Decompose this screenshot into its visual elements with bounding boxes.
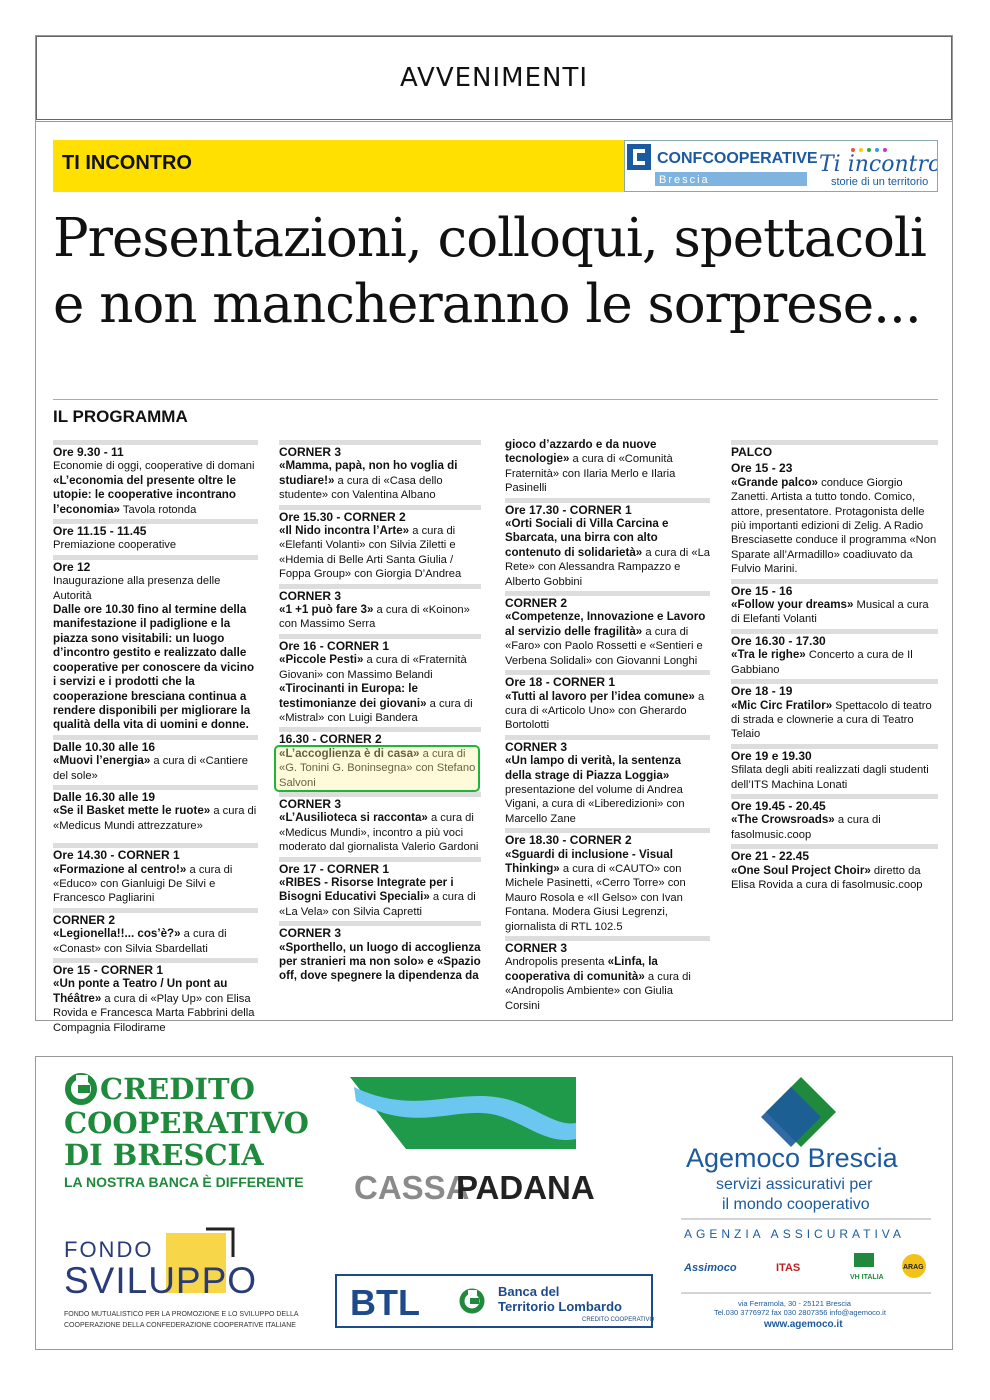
program-description: a cura di «Play Up» con Elisa Rovida e Francesca Marta Fabbrini della Compagnia Filodirame [53, 992, 255, 1034]
program-description: Sfilata degli abiti realizzati dagli studenti dell’ITS Machina Lonati [731, 764, 929, 791]
program-entry [731, 476, 938, 577]
program-description: a cura di «Comunità Fraternità» con Ilaria Merlo e Ilaria Pasinelli [505, 453, 676, 495]
program-event-title: «Formazione al centro!» [53, 862, 187, 876]
program-event-title: «Mic Circ Fratilor» [731, 698, 833, 712]
confcooperative-logo-graphic [625, 141, 937, 191]
program-event-title: «Legionella!!... cos’è?» [53, 927, 181, 941]
program-description: Inaugurazione alla presenza delle Autorità [53, 575, 221, 602]
program-time: CORNER 3 [505, 936, 710, 955]
program-entry [731, 813, 938, 842]
section-header [36, 36, 952, 122]
program-column-1 [53, 438, 258, 1035]
program-entry [279, 811, 481, 854]
program-entry [279, 634, 481, 653]
partner-arag: ARAG [903, 1264, 924, 1271]
fondo-sub-2: COOPERAZIONE DELLA CONFEDERAZIONE COOPERATIVE ITALIANE [64, 1322, 296, 1329]
program-time: CORNER 2 [53, 908, 258, 927]
spacer [53, 833, 258, 841]
program-event-title: gioco d’azzardo e da nuove tecnologie» [505, 438, 657, 466]
program-event-title: «Un ponte a Teatro / Un pont au Théâtre» [53, 977, 228, 1005]
program-entry [53, 474, 258, 517]
program-event-title: «Se il Basket mette le ruote» [53, 804, 211, 818]
program-entry [279, 921, 481, 940]
program-event-title: «Grande palco» [731, 475, 818, 489]
program-event-title: Dalle ore 10.30 fino al termine della manifestazione il padiglione e la piazza sono visitabili: un luogo d’incontro gestito e realizzato dalle cooperative per conoscere da vicino i servizi e i prodotti che la cooperazione bresciana continua a rendere disponibili per migliorare la qualità della vita di uomini e donne. [53, 603, 255, 732]
program-description: Tavola rotonda [120, 503, 197, 516]
kicker-text: TI INCONTRO [62, 152, 192, 174]
program-time: Ore 14.30 - CORNER 1 [53, 843, 258, 862]
program-description: a cura di fasolmusic.coop [731, 814, 881, 841]
program-event-title: «Follow your dreams» [731, 598, 854, 612]
program-event-title: «Muovi l’energia» [53, 754, 151, 768]
program-time: PALCO [731, 440, 938, 459]
program-entry [731, 844, 938, 863]
cassa-padana-logo [350, 1077, 595, 1206]
bcc-logo [64, 1072, 309, 1190]
program-entry [505, 438, 710, 496]
program-entry [53, 440, 258, 474]
program-entry [53, 927, 258, 956]
program-entry [53, 843, 258, 862]
program-description: a cura di «Medicus Mundi attrezzature» [53, 805, 257, 832]
program-entry [53, 754, 258, 783]
program-time: Ore 9.30 - 11 [53, 440, 258, 459]
program-event-title: «Un lampo di verità, la sentenza della strage di Piazza Loggia» [505, 754, 681, 782]
cassa-name-a: CASSA [354, 1169, 470, 1206]
program-entry [505, 828, 710, 847]
program-column-2 [279, 438, 481, 984]
agemoco-name: Agemoco Brescia [686, 1143, 898, 1173]
program-description: presentazione del volume di Andrea Vigani, a cura di «Liberedizioni» con Marcello Zane [505, 783, 685, 825]
program-title: IL PROGRAMMA [53, 407, 188, 426]
program-time: Ore 18.30 - CORNER 2 [505, 828, 710, 847]
program-time: Ore 18 - CORNER 1 [505, 670, 710, 689]
program-time: Ore 18 - 19 [731, 679, 938, 698]
sponsor-frame [35, 1056, 953, 1350]
program-event-title: «Tutti al lavoro per l’idea comune» [505, 689, 695, 703]
program-event-title: «Linfa, la cooperativa di comunità» [505, 955, 658, 983]
btl-name: BTL [350, 1282, 420, 1323]
program-event-title: «L’economia del presente oltre le utopie: le cooperative incontrano l’economia» [53, 473, 236, 516]
program-description: Economie di oggi, cooperative di domani [53, 460, 255, 473]
program-entry [731, 598, 938, 627]
program-description: a cura di «Medicus Mundi», incontro a più voci moderato dal giornalista Valerio Gardoni [279, 812, 479, 854]
agemoco-phone: Tel.030 3776972 fax 030 2807356 info@agemoco.it [714, 1308, 886, 1317]
program-entry [279, 792, 481, 811]
program-entry [731, 794, 938, 813]
program-event-title: «Tra le righe» [731, 648, 806, 662]
program-entry [731, 864, 938, 893]
program-entry [731, 679, 938, 698]
program-event-title: «L’accoglienza è di casa» [279, 746, 420, 760]
confcooperative-logo [624, 140, 938, 192]
program-description: a cura di «Cantiere del sole» [53, 755, 248, 782]
program-time: CORNER 3 [279, 792, 481, 811]
btl-sub: CREDITO COOPERATIVO [582, 1317, 655, 1323]
program-entry [731, 440, 938, 459]
program-column-4 [731, 438, 938, 892]
program-event-title: «The Crowsroads» [731, 813, 835, 827]
program-time: CORNER 3 [505, 735, 710, 754]
btl-full-2: Territorio Lombardo [498, 1299, 622, 1314]
section-title: AVVENIMENTI [399, 63, 589, 93]
program-time: Dalle 10.30 alle 16 [53, 735, 258, 754]
program-description: Spettacolo di teatro di strada e clownerie a cura di Teatro Telaio [731, 699, 932, 741]
program-event-title: «One Soul Project Choir» [731, 863, 871, 877]
program-entry [53, 958, 258, 977]
program-event-title: «Orti Sociali di Villa Carcina e Sbarcata, una birra con alto contenuto di solidarietà» [505, 517, 669, 559]
fondo-line-2: SVILUPPO [64, 1260, 258, 1301]
agemoco-website: www.agemoco.it [764, 1319, 843, 1330]
program-description: a cura di «Articolo Uno» con Gherardo Bortolotti [505, 690, 705, 732]
agemoco-sub-1: servizi assicurativi per [716, 1176, 873, 1193]
program-description: a cura di «Mistral» con Luigi Bandera [279, 697, 473, 724]
fondo-line-1: FONDO [64, 1237, 154, 1262]
program-entry [279, 941, 481, 984]
program-entry [505, 690, 710, 733]
program-description: a cura di «G. Tonini G. Boninsegna» con Stefano Salvoni [279, 747, 476, 789]
program-time: Ore 15 - CORNER 1 [53, 958, 258, 977]
agemoco-address: via Ferramola, 30 - 25121 Brescia [738, 1299, 851, 1308]
fondo-sviluppo-logo [64, 1229, 299, 1329]
program-event-title: «Competenze, Innovazione e Lavoro al servizio delle fragilità» [505, 610, 706, 638]
program-entry [505, 670, 710, 689]
program-entry [53, 735, 258, 754]
program-event-title: «1 +1 può fare 3» [279, 603, 374, 617]
program-entry [279, 505, 481, 524]
program-description: a cura di «Fraternità Giovani» con Massimo Belandi [279, 654, 467, 681]
program-entry [731, 629, 938, 648]
program-entry [53, 603, 258, 733]
program-time: Ore 19.45 - 20.45 [731, 794, 938, 813]
agemoco-agency: AGENZIA ASSICURATIVA [684, 1227, 905, 1241]
cassa-name-b: PADANA [456, 1169, 595, 1206]
program-entry [279, 440, 481, 459]
program-event-title: «Mamma, papà, non ho voglia di studiare!» [279, 459, 458, 487]
logo-series-sub: storie di un territorio [831, 176, 929, 188]
program-entry [279, 584, 481, 603]
program-event-title: «Sporthello, un luogo di accoglienza per stranieri ma non solo» e «Spazio off, dove spegnere la dipendenza da [279, 940, 481, 983]
program-time: Ore 16 - CORNER 1 [279, 634, 481, 653]
program-time: Ore 15 - 23 [731, 461, 793, 476]
program-entry [279, 857, 481, 876]
program-description: a cura di «CAUTO» con Michele Pasinetti, «Cerro Torre» con Mauro Rosola e «Il Gelso» con Ivan Fontana. Modera Giusi Legrenzi, giornalista di RTL 102.5 [505, 862, 686, 933]
btl-logo [336, 1275, 654, 1327]
program-entry [279, 727, 481, 746]
program-description: a cura di «Koinon» con Massimo Serra [279, 604, 470, 631]
highlight-box [274, 745, 480, 792]
program-description: a cura di «La Rete» con Alessandra Rampazzo e Alberto Gobbini [505, 546, 711, 588]
program-entry [731, 579, 938, 598]
program-entry [53, 977, 258, 1035]
bcc-line-2: COOPERATIVO [64, 1106, 309, 1140]
program-time: Ore 19 e 19.30 [731, 744, 938, 763]
program-time: Ore 11.15 - 11.45 [53, 519, 258, 538]
program-description: conduce Giorgio Zanetti. Artista a tutto tondo. Comico, attore, presentatore. Protagonista delle più importanti edizioni di Zelig. A Radio Bresciasette conduce il programma «Non Sparate all’Armadillo» coadiuvato da Fulvio Marini. [731, 476, 937, 576]
btl-full-1: Banca del [498, 1284, 560, 1299]
sponsor-graphics [36, 1057, 952, 1349]
program-entry [505, 735, 710, 754]
program-description: a cura di «La Vela» con Silvia Capretti [279, 891, 476, 918]
program-entry [53, 908, 258, 927]
program-time: CORNER 3 [279, 921, 481, 940]
program-time: CORNER 3 [279, 440, 481, 459]
program-time: Ore 16.30 - 17.30 [731, 629, 938, 648]
program-event-title: «L’Ausilioteca si racconta» [279, 811, 428, 825]
program-event-title: «Piccole Pesti» [279, 653, 364, 667]
program-entry [53, 519, 258, 553]
program-entry [53, 555, 258, 603]
agemoco-logo [681, 1077, 931, 1330]
program-entry [505, 848, 710, 934]
program-time: 16.30 - CORNER 2 [279, 727, 481, 746]
program-event-title: «Il Nido incontra l’Arte» [279, 524, 410, 538]
program-description: diretto da Elisa Rovida a cura di fasolmusic.coop [731, 864, 923, 891]
agemoco-sub-2: il mondo cooperativo [722, 1196, 870, 1213]
program-description: a cura di «Faro» con Paolo Rossetti e «Sentieri e Verbena Solidali» con Giovanni Longhi [505, 625, 703, 667]
program-description: a cura di «Elefanti Volanti» con Silvia Ziletti e «Hdemia di Belle Arti Santa Giulia / Foppa Group» con Giorgia D’Andrea [279, 525, 462, 581]
program-entry [279, 524, 481, 582]
program-entry [505, 936, 710, 955]
fondo-sub-1: FONDO MUTUALISTICO PER LA PROMOZIONE E LO SVILUPPO DELLA [64, 1311, 299, 1318]
program-time: Ore 17.30 - CORNER 1 [505, 498, 710, 517]
program-event-title: «Tirocinanti in Europa: le testimonianze dei giovani» [279, 682, 427, 710]
bcc-tagline: LA NOSTRA BANCA È DIFFERENTE [64, 1174, 304, 1190]
program-entry [505, 610, 710, 668]
program-entry [731, 648, 938, 677]
program-entry [279, 653, 481, 682]
program-time: Ore 12 [53, 555, 258, 574]
partner-vh: VH ITALIA [850, 1274, 884, 1281]
program-description: a cura di «Educo» con Gianluigi De Silvi e Francesco Pagliarini [53, 863, 233, 905]
program-time: Ore 21 - 22.45 [731, 844, 938, 863]
program-rule [53, 399, 938, 400]
program-entry [731, 699, 938, 742]
program-entry [505, 754, 710, 826]
program-entry [505, 955, 710, 1013]
logo-brand: CONFCOOPERATIVE [657, 150, 818, 167]
program-event-title: «RIBES - Risorse Integrate per i Bisogni Educativi Speciali» [279, 875, 454, 904]
program-entry [731, 461, 938, 475]
program-description: Premiazione cooperative [53, 539, 177, 552]
program-column-3 [505, 438, 710, 1013]
bcc-line-3: DI BRESCIA [64, 1138, 264, 1172]
program-entry [53, 863, 258, 906]
program-description: Musical a cura di Elefanti Volanti [731, 599, 929, 626]
headline-line-1: Presentazioni, colloqui, spettacoli [53, 208, 926, 269]
program-time: CORNER 2 [505, 591, 710, 610]
bcc-line-1: CREDITO [100, 1072, 255, 1106]
program-time: Ore 15 - 16 [731, 579, 938, 598]
logo-series: Ti incontro [819, 152, 937, 177]
partner-itas: ITAS [776, 1262, 801, 1274]
program-entry [53, 804, 258, 833]
program-time: Ore 17 - CORNER 1 [279, 857, 481, 876]
program-time: Ore 15.30 - CORNER 2 [279, 505, 481, 524]
program-entry [505, 498, 710, 517]
program-entry [53, 785, 258, 804]
program-entry [505, 517, 710, 589]
logo-city: Brescia [659, 174, 710, 186]
program-time: CORNER 3 [279, 584, 481, 603]
program-description: Andropolis presenta [505, 956, 608, 969]
program-event-title: «Sguardi di inclusione - Visual Thinking» [505, 847, 673, 875]
program-description: a cura di «Andropolis Ambiente» con Giulia Corsini [505, 970, 691, 1012]
program-entry [279, 459, 481, 502]
program-description: a cura di «Casa dello studente» con Valentina Albano [279, 474, 443, 502]
program-description: a cura di «Conast» con Silvia Sbardellati [53, 928, 227, 955]
program-entry [279, 603, 481, 632]
program-entry [731, 744, 938, 792]
program-description: Concerto a cura de Il Gabbiano [731, 649, 913, 676]
program-time: Dalle 16.30 alle 19 [53, 785, 258, 804]
headline [53, 206, 933, 338]
program-entry [279, 682, 481, 725]
partner-assimoco: Assimoco [684, 1262, 737, 1274]
program-entry [279, 876, 481, 919]
program-entry [505, 591, 710, 610]
headline-line-2: e non mancheranno le sorprese... [53, 274, 921, 335]
